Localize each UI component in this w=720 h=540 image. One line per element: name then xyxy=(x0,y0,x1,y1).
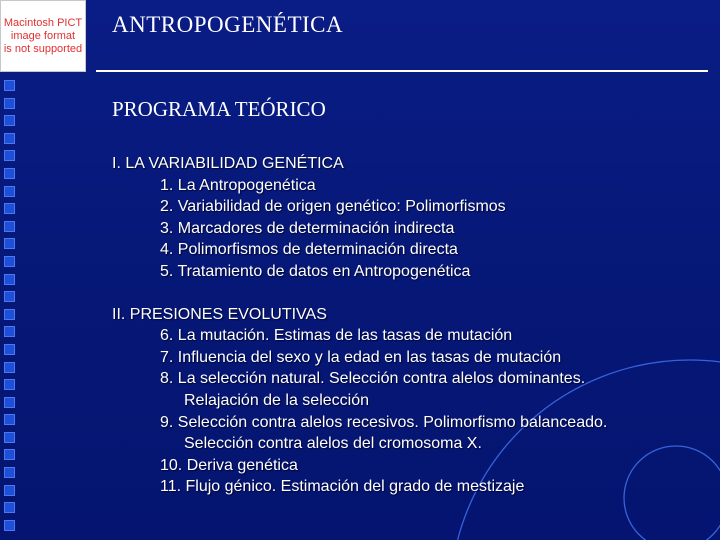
list-item: 7. Influencia del sexo y la edad en las tasas de mutación xyxy=(160,348,562,366)
slide-title: ANTROPOGENÉTICA xyxy=(112,12,344,37)
decorative-square xyxy=(4,186,15,197)
syllabus-outline xyxy=(112,153,607,498)
section-spacer xyxy=(112,283,607,304)
decorative-square xyxy=(4,432,15,443)
decorative-square xyxy=(4,502,15,513)
list-item: 8. La selección natural. Selección contra alelos dominantes. xyxy=(160,370,586,388)
decorative-square xyxy=(4,379,15,390)
placeholder-line-3: is not supported xyxy=(3,42,83,55)
list-item: 4. Polimorfismos de determinación directa xyxy=(160,241,458,259)
list-item: 1. La Antropogenética xyxy=(160,176,316,194)
decorative-square xyxy=(4,485,15,496)
slide-subtitle: PROGRAMA TEÓRICO xyxy=(112,97,326,121)
decorative-square-column xyxy=(4,80,18,537)
list-item: 9. Selección contra alelos recesivos. Polimorfismo balanceado. xyxy=(160,413,608,431)
decorative-square xyxy=(4,203,15,214)
placeholder-line-1: Macintosh PICT xyxy=(3,16,83,29)
list-item-continuation: Relajación de la selección xyxy=(184,391,369,409)
decorative-square xyxy=(4,449,15,460)
decorative-square xyxy=(4,115,15,126)
decorative-square xyxy=(4,256,15,267)
decorative-square xyxy=(4,274,15,285)
unsupported-image-placeholder xyxy=(0,0,86,72)
decorative-square xyxy=(4,414,15,425)
decorative-square xyxy=(4,397,15,408)
list-item: 10. Deriva genética xyxy=(160,456,298,474)
decorative-square xyxy=(4,150,15,161)
list-item-continuation: Selección contra alelos del cromosoma X. xyxy=(184,435,482,453)
decorative-square xyxy=(4,362,15,373)
decorative-square xyxy=(4,98,15,109)
placeholder-line-2: image format xyxy=(10,29,76,42)
list-item: 5. Tratamiento de datos en Antropogenética xyxy=(160,262,471,280)
list-item: 2. Variabilidad de origen genético: Polimorfismos xyxy=(160,198,506,216)
decorative-square xyxy=(4,291,15,302)
decorative-square xyxy=(4,238,15,249)
decorative-arc-small xyxy=(624,446,720,540)
decorative-square xyxy=(4,344,15,355)
list-item: 11. Flujo génico. Estimación del grado de mestizaje xyxy=(160,478,525,496)
decorative-square xyxy=(4,326,15,337)
section-heading: II. PRESIONES EVOLUTIVAS xyxy=(112,305,327,323)
list-item: 3. Marcadores de determinación indirecta xyxy=(160,219,455,237)
section-heading: I. LA VARIABILIDAD GENÉTICA xyxy=(112,155,344,172)
decorative-square xyxy=(4,467,15,478)
decorative-square xyxy=(4,133,15,144)
decorative-square xyxy=(4,221,15,232)
decorative-square xyxy=(4,80,15,91)
decorative-square xyxy=(4,168,15,179)
decorative-square xyxy=(4,309,15,320)
decorative-square xyxy=(4,520,15,531)
list-item: 6. La mutación. Estimas de las tasas de mutación xyxy=(160,327,513,345)
title-divider xyxy=(96,70,708,72)
